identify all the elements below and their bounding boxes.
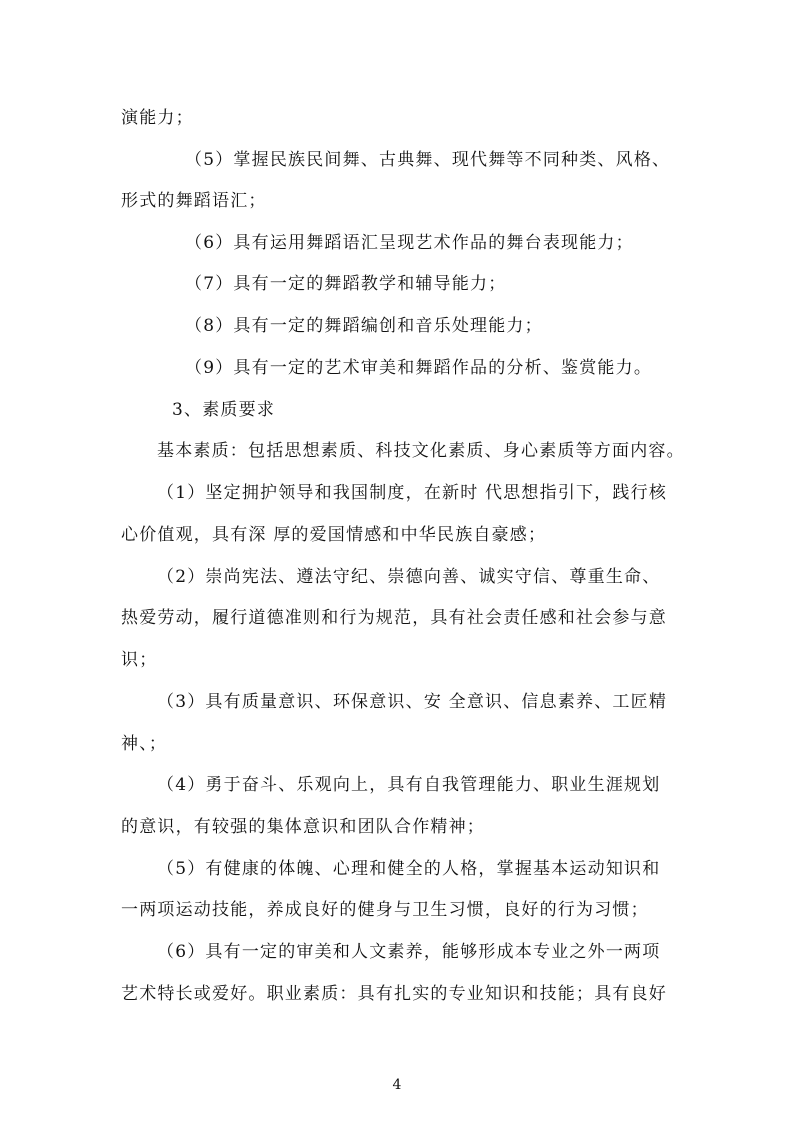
- text-line: 艺术特长或爱好。职业素质：具有扎实的专业知识和技能；具有良好: [121, 984, 667, 1004]
- text-line: 心价值观，具有深 厚的爱国情感和中华民族自豪感；: [121, 525, 547, 545]
- text-line: 神、；: [121, 734, 168, 754]
- text-line: （5）有健康的体魄、心理和健全的人格，掌握基本运动知识和: [157, 859, 661, 879]
- text-line: （3）具有质量意识、环保意识、安 全意识、信息素养、工匠精: [157, 692, 668, 712]
- text-line: （6）具有一定的审美和人文素养，能够形成本专业之外一两项: [157, 942, 661, 962]
- text-line: （4）勇于奋斗、乐观向上，具有自我管理能力、职业生涯规划: [157, 775, 661, 795]
- text-line: 热爱劳动，履行道德准则和行为规范，具有社会责任感和社会参与意: [121, 608, 667, 628]
- text-line: 的意识，有较强的集体意识和团队合作精神；: [121, 817, 485, 837]
- text-line: （9）具有一定的艺术审美和舞蹈作品的分析、鉴赏能力。: [185, 358, 653, 378]
- text-line: 形式的舞蹈语汇；: [121, 191, 267, 211]
- section-heading: 3、素质要求: [172, 400, 276, 420]
- text-line: 基本素质：包括思想素质、科技文化素质、身心素质等方面内容。: [157, 441, 685, 461]
- text-line: 演能力；: [121, 108, 194, 128]
- page-number: 4: [392, 1077, 402, 1093]
- text-line: （1）坚定拥护领导和我国制度，在新时 代思想指引下，践行核: [157, 483, 668, 503]
- text-line: （5）掌握民族民间舞、古典舞、现代舞等不同种类、风格、: [185, 150, 671, 170]
- text-line: （6）具有运用舞蹈语汇呈现艺术作品的舞台表现能力；: [185, 233, 634, 253]
- text-line: （2）崇尚宪法、遵法守纪、崇德向善、诚实守信、尊重生命、: [157, 567, 661, 587]
- text-line: （7）具有一定的舞蹈教学和辅导能力；: [185, 274, 507, 294]
- text-line: 一两项运动技能，养成良好的健身与卫生习惯，良好的行为习惯；: [121, 900, 649, 920]
- text-line: （8）具有一定的舞蹈编创和音乐处理能力；: [185, 316, 543, 336]
- text-line: 识；: [121, 650, 158, 670]
